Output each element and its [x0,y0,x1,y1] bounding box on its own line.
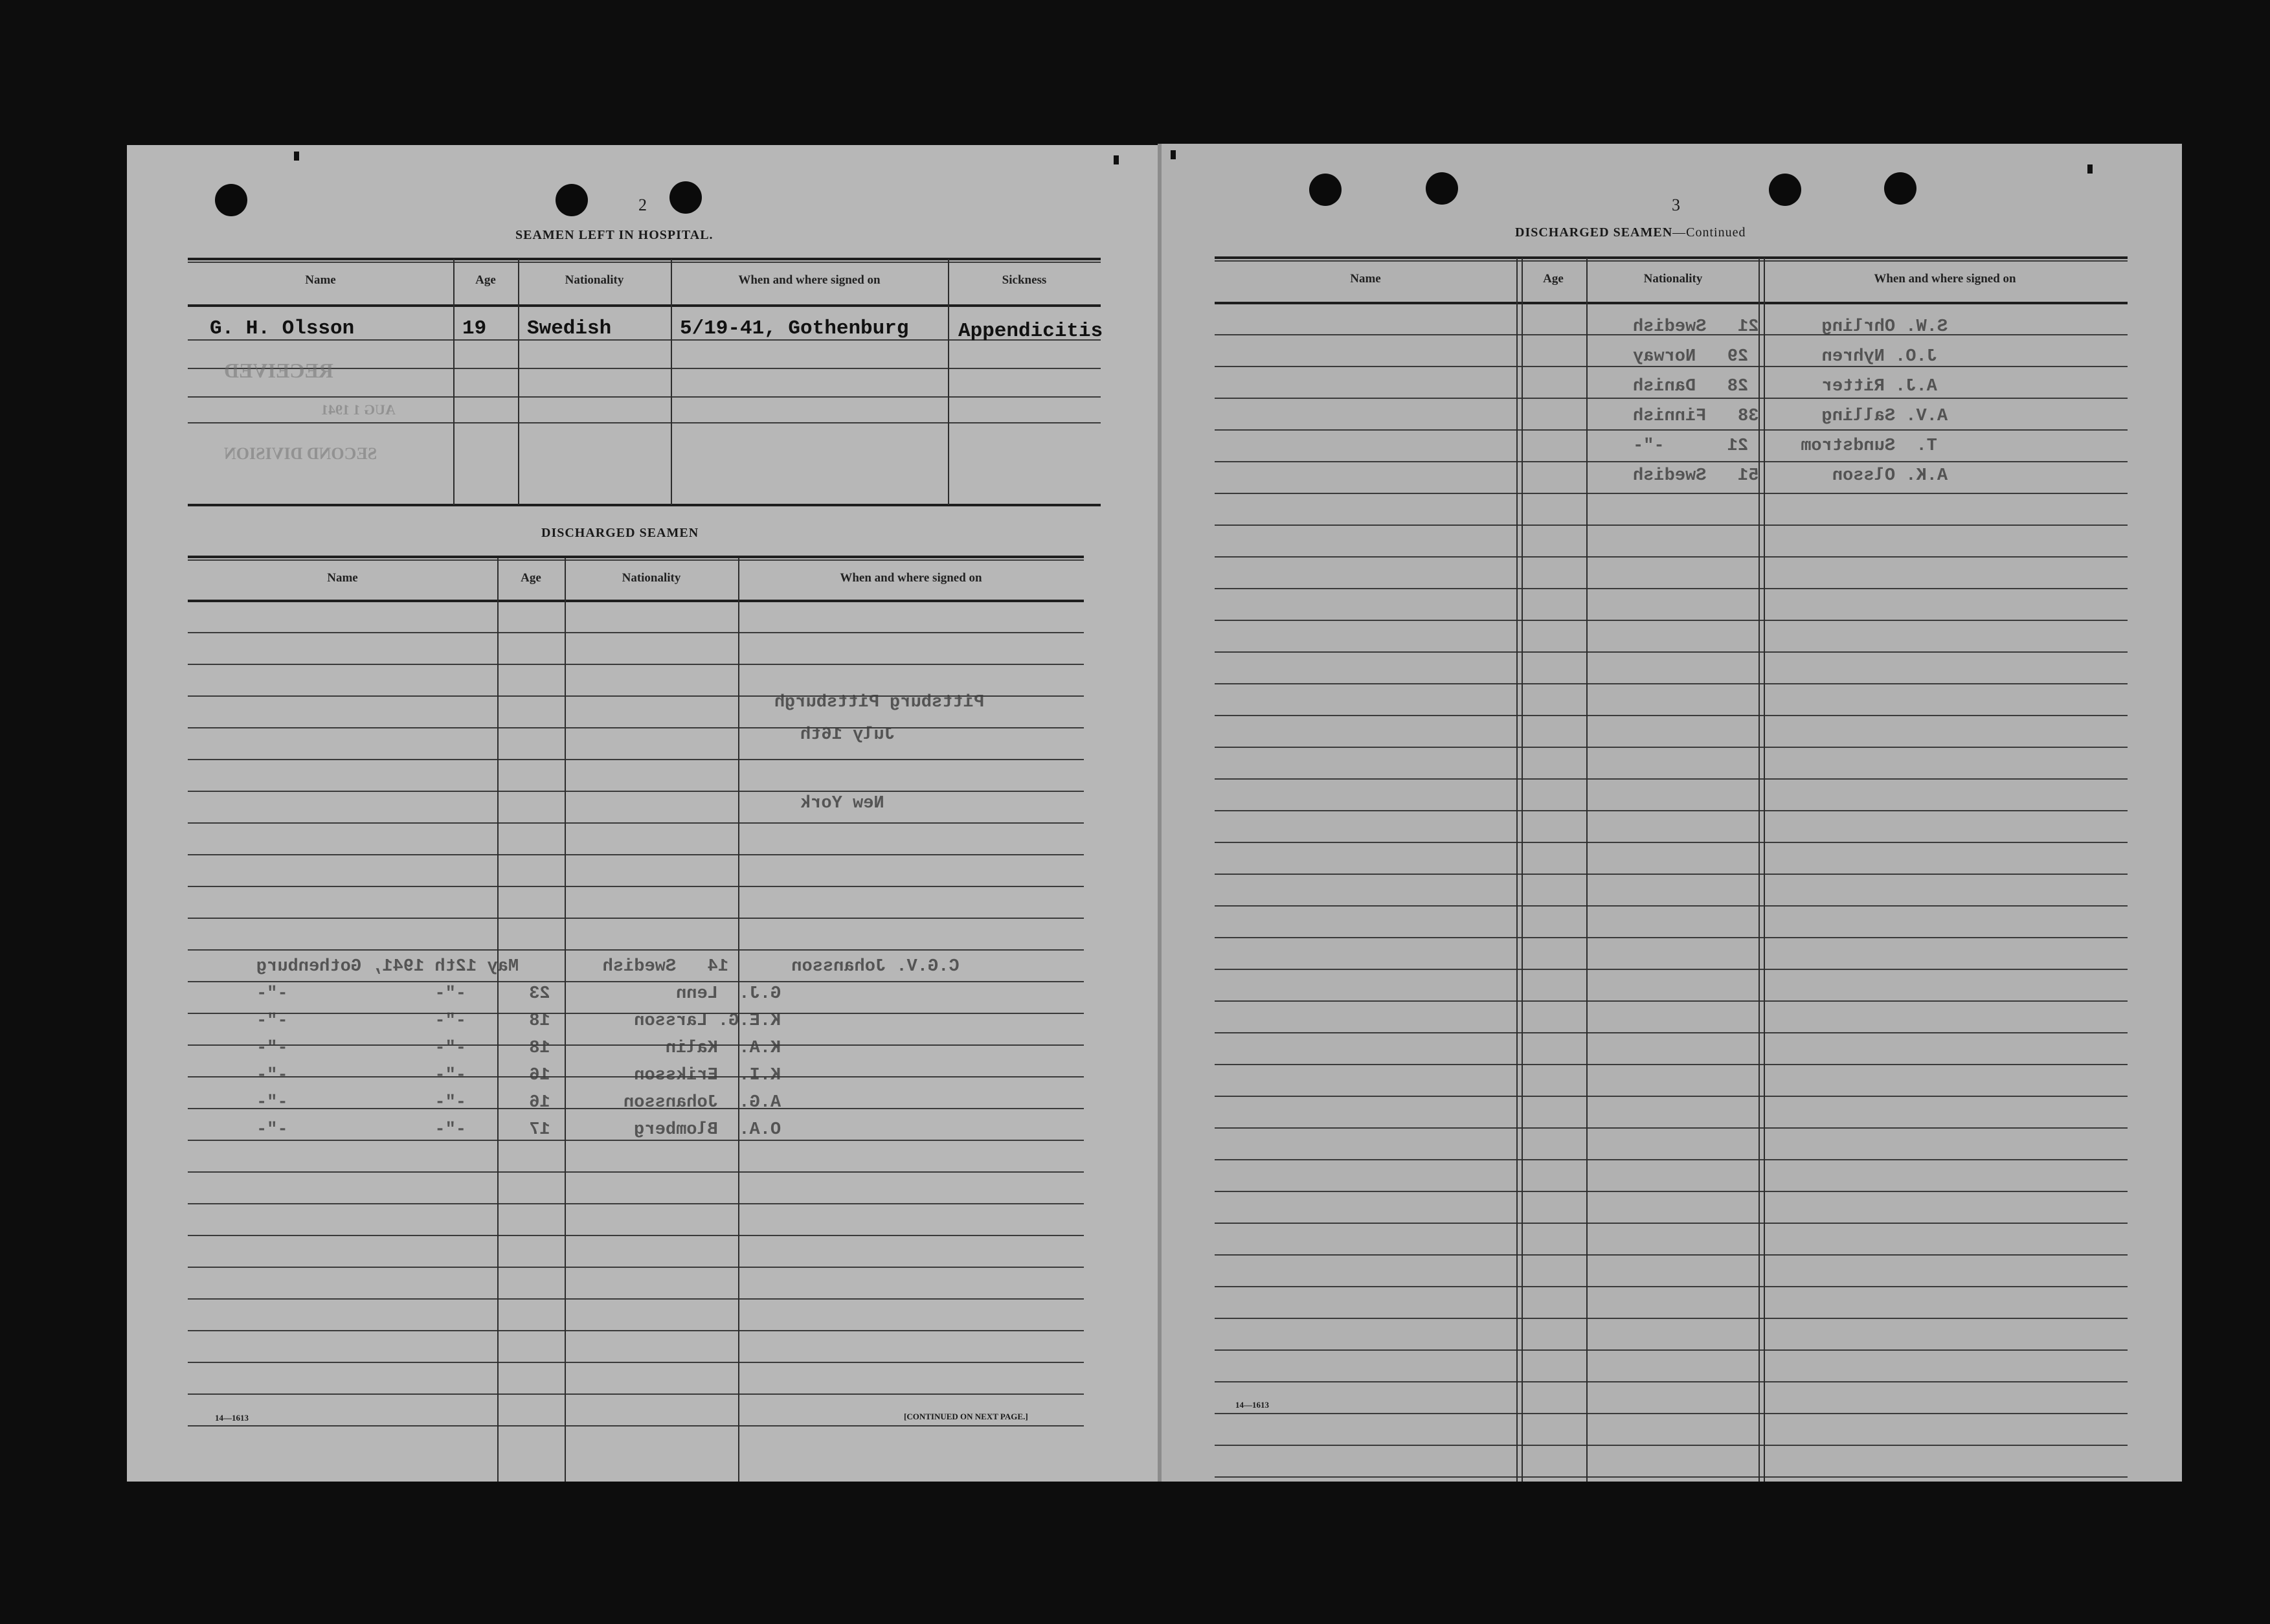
left-form-page [127,145,1160,1482]
ruled-line [188,1362,1084,1363]
continued-note: [CONTINUED ON NEXT PAGE.] [904,1412,1028,1421]
bleed-misc: July 16th [800,725,895,745]
binder-hole [1769,174,1801,206]
form-number-left: 14—1613 [215,1413,249,1423]
bleed-through-row: A.V. Salling 38 Finnish [1633,407,1948,426]
bleed-through-row: C.G.V. Johansson 14 Swedish May 12th 1941, Gothenburg [256,957,960,976]
ruled-line [1215,1445,2128,1446]
discharged-col-nationality: Nationality [622,571,681,585]
ruled-line [1215,651,2128,653]
hospital-row-age: 19 [462,317,487,340]
ruled-line [188,791,1084,792]
discharged-col-age: Age [521,571,541,585]
ruled-line [1215,461,2128,462]
discharged-continued-heading: DISCHARGED SEAMEN—Continued [1515,225,1746,240]
ruled-line [1215,429,2128,431]
ruled-line [1215,810,2128,811]
binder-hole [669,181,702,214]
scan-speck [1114,155,1119,164]
discharged-section-heading: DISCHARGED SEAMEN [541,526,699,540]
ruled-line [188,1393,1084,1395]
hospital-col-name: Name [305,273,336,287]
ruled-line [188,854,1084,855]
binder-hole [1309,174,1342,206]
bleed-through-row: S.W. Ohrling 21 Swedish [1633,317,1948,337]
ruled-line [188,1298,1084,1300]
ruled-line [1215,524,2128,526]
hospital-row-name: G. H. Olsson [210,317,355,340]
hospital-row-nationality: Swedish [527,317,612,340]
ruled-line [1215,1254,2128,1256]
ruled-line [1215,905,2128,907]
ruled-line [188,727,1084,728]
ruled-line [188,664,1084,665]
continued-col-name: Name [1350,272,1381,286]
bleed-through-row: J.O. Nyhren 29 Norway [1633,347,1937,367]
ruled-line [1215,1159,2128,1160]
bleed-misc: Pittsburg Pittsburgh [774,693,985,712]
ruled-line [188,822,1084,824]
ruled-line [188,981,1084,982]
ruled-line [1215,715,2128,716]
ruled-line [1215,1096,2128,1097]
ruled-line [188,1203,1084,1204]
ruled-line [1215,1318,2128,1319]
continued-col-age: Age [1543,272,1564,286]
binder-hole [556,184,588,216]
ruled-line [188,1171,1084,1173]
ruled-line [1215,588,2128,589]
ruled-line [1215,1413,2128,1414]
scan-speck [294,152,299,161]
ruled-line [1215,556,2128,558]
ruled-line [188,632,1084,633]
ruled-line [1215,493,2128,494]
ruled-line [1215,683,2128,684]
right-form-page [1160,144,2182,1482]
bleed-through-row: K.A. Kalin 18 -"- -"- [256,1039,781,1058]
bleed-through-row: A.K. Olsson 51 Swedish [1633,466,1948,486]
binder-hole [1426,172,1458,205]
ruled-line [1215,1127,2128,1129]
scan-speck [2087,164,2093,174]
bleed-through-row: T. Sundstrom 21 -"- [1633,436,1937,456]
continued-col-signed-on: When and where signed on [1874,272,2016,286]
ruled-line [1215,1000,2128,1002]
ruled-line [1215,937,2128,938]
ruled-line [188,918,1084,919]
form-number-right: 14—1613 [1235,1400,1269,1410]
ruled-line [1215,1349,2128,1351]
hospital-col-age: Age [475,273,496,287]
ruled-line [1215,620,2128,621]
page-number-2: 2 [638,196,647,214]
ruled-line [1215,1191,2128,1192]
bleed-stamp-received: RECEIVED [224,359,333,382]
ruled-line [1215,778,2128,780]
ruled-line [1215,1286,2128,1287]
ruled-line [188,886,1084,887]
ruled-line [1215,1476,2128,1478]
hospital-row-signed-on: 5/19-41, Gothenburg [680,317,909,340]
ruled-line [188,1330,1084,1331]
hospital-col-signed-on: When and where signed on [738,273,881,287]
hospital-row-sickness: Appendicitis [958,320,1103,343]
hospital-section-heading: SEAMEN LEFT IN HOSPITAL. [515,228,714,242]
bleed-through-row: A.J. Ritter 28 Danish [1633,377,1937,396]
binder-hole [215,184,247,216]
discharged-col-name: Name [327,571,358,585]
ruled-line [1215,398,2128,399]
ruled-line [1215,1064,2128,1065]
ruled-line [188,1425,1084,1427]
continued-col-nationality: Nationality [1643,272,1703,286]
hospital-col-sickness: Sickness [1002,273,1047,287]
ruled-line [188,949,1084,951]
ruled-line [188,1140,1084,1141]
ruled-line [1215,874,2128,875]
discharged-col-signed-on: When and where signed on [840,571,982,585]
ruled-line [1215,1381,2128,1382]
ruled-line [188,759,1084,760]
bleed-stamp-date: AUG 1 1941 [321,401,396,418]
bleed-through-row: K.E.G. Larsson 18 -"- -"- [256,1011,781,1031]
scan-speck [1171,150,1176,159]
ruled-line [1215,842,2128,843]
ruled-line [1215,969,2128,970]
ruled-line [188,1267,1084,1268]
ruled-line [1215,1223,2128,1224]
binder-hole [1884,172,1916,205]
bleed-through-row: O.A. Blomberg 17 -"- -"- [256,1120,781,1140]
bleed-stamp-division: SECOND DIVISION [224,444,377,463]
bleed-through-row: K.I. Eriksson 16 -"- -"- [256,1066,781,1085]
hospital-col-nationality: Nationality [565,273,624,287]
ruled-line [188,1235,1084,1236]
page-number-3: 3 [1672,196,1680,214]
ruled-line [1215,1032,2128,1033]
page-fold [1158,144,1162,1482]
ruled-line [1215,747,2128,748]
bleed-through-row: A.G. Johansson 16 -"- -"- [256,1093,781,1112]
bleed-through-row: G.J. Lenn 23 -"- -"- [256,984,781,1004]
bleed-misc: New York [800,794,884,813]
